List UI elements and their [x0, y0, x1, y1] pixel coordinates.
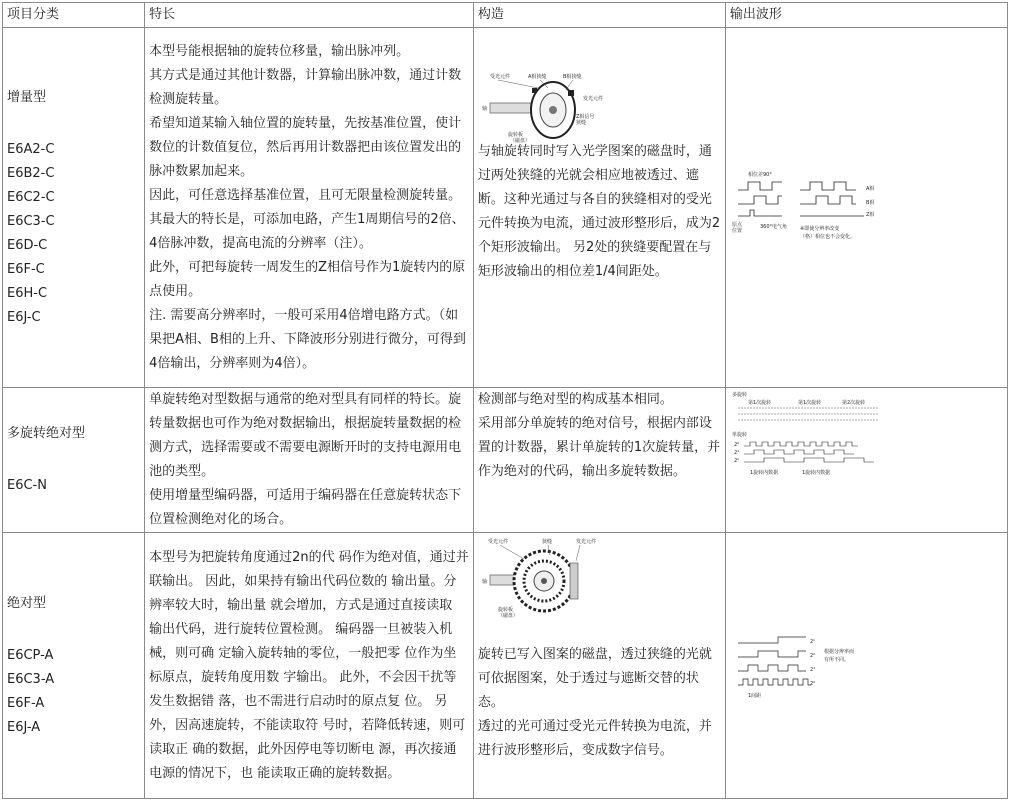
model-name: E6J-C — [7, 309, 41, 325]
svg-text:受光元件: 受光元件 — [489, 74, 510, 80]
svg-text:（磁盘）: （磁盘） — [497, 613, 518, 619]
multi-turn-waveform-diagram — [730, 388, 890, 488]
feature-paragraph: 其方式是通过其他计数器，计算输出脉冲数，通过计数检测旋转量。 — [149, 67, 462, 107]
absolute-encoder-diagram — [478, 533, 628, 643]
structure-line: 旋转已写入图案的磁盘，透过狭缝的光就可依据图案，处于透过与遮断交替的状态。 — [477, 647, 712, 710]
svg-text:2ⁿ: 2ⁿ — [809, 638, 816, 645]
model-name: E6CP-A — [7, 647, 54, 663]
model-name: E6F-C — [7, 261, 45, 277]
table-row — [3, 388, 1008, 533]
header-waveform: 输出波形 — [725, 3, 1007, 28]
svg-text:根据分辨率而: 根据分辨率而 — [823, 648, 854, 655]
structure-cell — [473, 28, 725, 388]
svg-text:Z相信号: Z相信号 — [575, 114, 595, 120]
svg-text:发光元件: 发光元件 — [575, 539, 596, 545]
svg-text:轴: 轴 — [481, 106, 487, 112]
header-structure: 构造 — [473, 3, 725, 28]
model-name: E6C3-A — [7, 671, 55, 687]
svg-text:受光元件: 受光元件 — [487, 539, 508, 545]
structure-line: 透过的光可通过受光元件转换为电流，并进行波形整形后，变成数字信号。 — [477, 719, 712, 758]
model-name: E6C2-C — [7, 189, 55, 205]
structure-cell — [473, 533, 725, 799]
svg-text:相位差90°: 相位差90° — [747, 171, 772, 178]
waveform-cell — [725, 28, 1007, 388]
feature-paragraph: 希望知道某输入轴位置的旋转量，先按基准位置，使计数位的计数值复位，然后再用计数器把由该位置发出的脉冲数累加起来。 — [149, 115, 462, 179]
model-name: E6A2-C — [7, 141, 55, 157]
svg-text:（格）相位也不会变化。: （格）相位也不会变化。 — [799, 233, 855, 240]
table-header-row — [3, 3, 1008, 28]
svg-text:2⁰: 2⁰ — [733, 442, 740, 448]
svg-text:旋转板: 旋转板 — [507, 132, 523, 138]
svg-text:2¹: 2¹ — [733, 450, 740, 456]
svg-text:有所不同。: 有所不同。 — [823, 656, 849, 663]
features-cell — [145, 28, 474, 388]
svg-text:2²: 2² — [809, 652, 816, 659]
feature-paragraph: 因此，可任意选择基准位置，且可无限量检测旋转量。 — [149, 187, 462, 203]
header-category: 项目分类 — [3, 3, 145, 28]
model-name: E6B2-C — [7, 165, 55, 181]
structure-line: 采用部分单旋转的绝对信号，根据内部设置的计数器，累计单旋转的1次旋转量，并作为绝对的代码，输出多旋转数据。 — [477, 416, 721, 479]
feature-paragraph: 其最大的特长是，可添加电路，产生1周期信号的2倍、4倍脉冲数，提高电流的分辨率（注）。 — [149, 211, 465, 251]
feature-paragraph: 注. 需要高分辨率时，一般可采用4倍增电路方式。（如果把A相、B相的上升、下降波形分别进行微分，可得到4倍输出，分辨率则为4倍）。 — [149, 307, 466, 371]
model-name: E6F-A — [7, 695, 45, 711]
waveform-cell — [725, 388, 1007, 533]
svg-text:1旋转内数据: 1旋转内数据 — [801, 470, 831, 476]
svg-text:多旋转: 多旋转 — [731, 392, 747, 398]
header-features: 特长 — [145, 3, 474, 28]
svg-text:A相: A相 — [865, 185, 875, 192]
feature-paragraph: 此外，可把每旋转一周发生的Z相信号作为1旋转内的原点使用。 — [149, 259, 466, 299]
category-cell — [3, 388, 145, 533]
svg-text:第2次旋转: 第2次旋转 — [841, 400, 866, 406]
svg-text:360°电气角: 360°电气角 — [759, 223, 787, 230]
svg-text:发光元件: 发光元件 — [582, 96, 603, 102]
svg-text:第1次旋转: 第1次旋转 — [747, 400, 772, 406]
svg-text:※即使分辨率改变: ※即使分辨率改变 — [799, 225, 840, 232]
svg-text:2⁰: 2⁰ — [809, 680, 816, 687]
category-name: 增量型 — [7, 89, 47, 105]
model-name: E6D-C — [7, 237, 48, 253]
table-row — [3, 533, 1008, 799]
model-name: E6C-N — [7, 478, 47, 493]
category-name: 绝对型 — [7, 595, 47, 611]
feature-paragraph: 本型号为把旋转角度通过2n的代 码作为绝对值，通过并联输出。 因此，如果持有输出代码位数的 输出量。分辨率较大时，输出量 就会增加，方式是通过直接读取 输出代码，进行旋转位置检测。 编码器一旦被装入机械，则可确 定输入旋转轴的零位，一般把零 位作为坐标原点，旋转角度用数 字输出。 此外，不会因干扰等发生数据错 落，也不需进行启动时的原点复 位。 另外，因高速旋转，不能读取符 号时，若降低转速，则可读取正 确的数据，此外因停电等切断电 源，再次接通电源的情况下，也 能读取正确的旋转数据。 — [149, 549, 469, 781]
features-cell — [145, 388, 474, 533]
svg-text:B相狭缝: B相狭缝 — [562, 74, 582, 80]
svg-text:Z相: Z相 — [865, 211, 875, 218]
structure-line: 检测部与绝对型的构成基本相同。 — [477, 392, 673, 407]
features-cell — [145, 533, 474, 799]
feature-paragraph: 使用增量型编码器，可适用于编码器在任意旋转状态下位置检测绝对化的场合。 — [149, 488, 462, 527]
svg-text:1旋转内数据: 1旋转内数据 — [749, 470, 779, 476]
encoder-comparison-table — [2, 2, 1008, 799]
svg-text:（磁盘）: （磁盘） — [509, 138, 530, 144]
svg-text:2ⁿ: 2ⁿ — [733, 458, 740, 464]
svg-text:狭缝: 狭缝 — [541, 539, 552, 545]
incremental-encoder-diagram — [478, 28, 628, 144]
category-name: 多旋转绝对型 — [7, 426, 86, 441]
feature-paragraph: 单旋转绝对型数据与通常的绝对型具有同样的特长。旋转量数据也可作为绝对数据输出，根据旋转量数据的检测方式，选择需要或不需要电源断开时的支持电源用电池的类型。 — [149, 392, 462, 479]
table-row — [3, 28, 1008, 388]
svg-text:位置: 位置 — [731, 227, 742, 234]
structure-description: 与轴旋转同时写入光学图案的磁盘时，通过两处狭缝的光就会相应地被透过、遮断。这种光通过与各自的狭缝相对的受光元件转换为电流，通过波形整形后，成为2个矩形波输出。 另2处的狭缝要配置在与矩形波输出的相位差1/4间距处。 — [477, 144, 721, 279]
waveform-cell — [725, 533, 1007, 799]
model-name: E6H-C — [7, 285, 48, 301]
incremental-waveform-diagram — [730, 168, 880, 248]
svg-text:单旋转: 单旋转 — [731, 432, 747, 438]
category-cell — [3, 28, 145, 388]
structure-cell — [473, 388, 725, 533]
svg-text:2¹: 2¹ — [809, 666, 816, 673]
model-name: E6C3-C — [7, 213, 55, 229]
category-cell — [3, 533, 145, 799]
svg-text:原点: 原点 — [731, 221, 742, 228]
svg-text:轴: 轴 — [481, 579, 487, 585]
svg-text:A相狭缝: A相狭缝 — [527, 74, 547, 80]
svg-text:第1次旋转: 第1次旋转 — [797, 400, 822, 406]
feature-paragraph: 本型号能根据轴的旋转位移量，输出脉冲列。 — [149, 43, 410, 59]
svg-text:1间距: 1间距 — [747, 692, 762, 699]
svg-text:旋转板: 旋转板 — [497, 607, 513, 613]
svg-text:B相: B相 — [865, 199, 875, 206]
svg-text:狭缝: 狭缝 — [575, 120, 586, 126]
model-name: E6J-A — [7, 719, 41, 735]
absolute-waveform-diagram — [730, 631, 880, 701]
